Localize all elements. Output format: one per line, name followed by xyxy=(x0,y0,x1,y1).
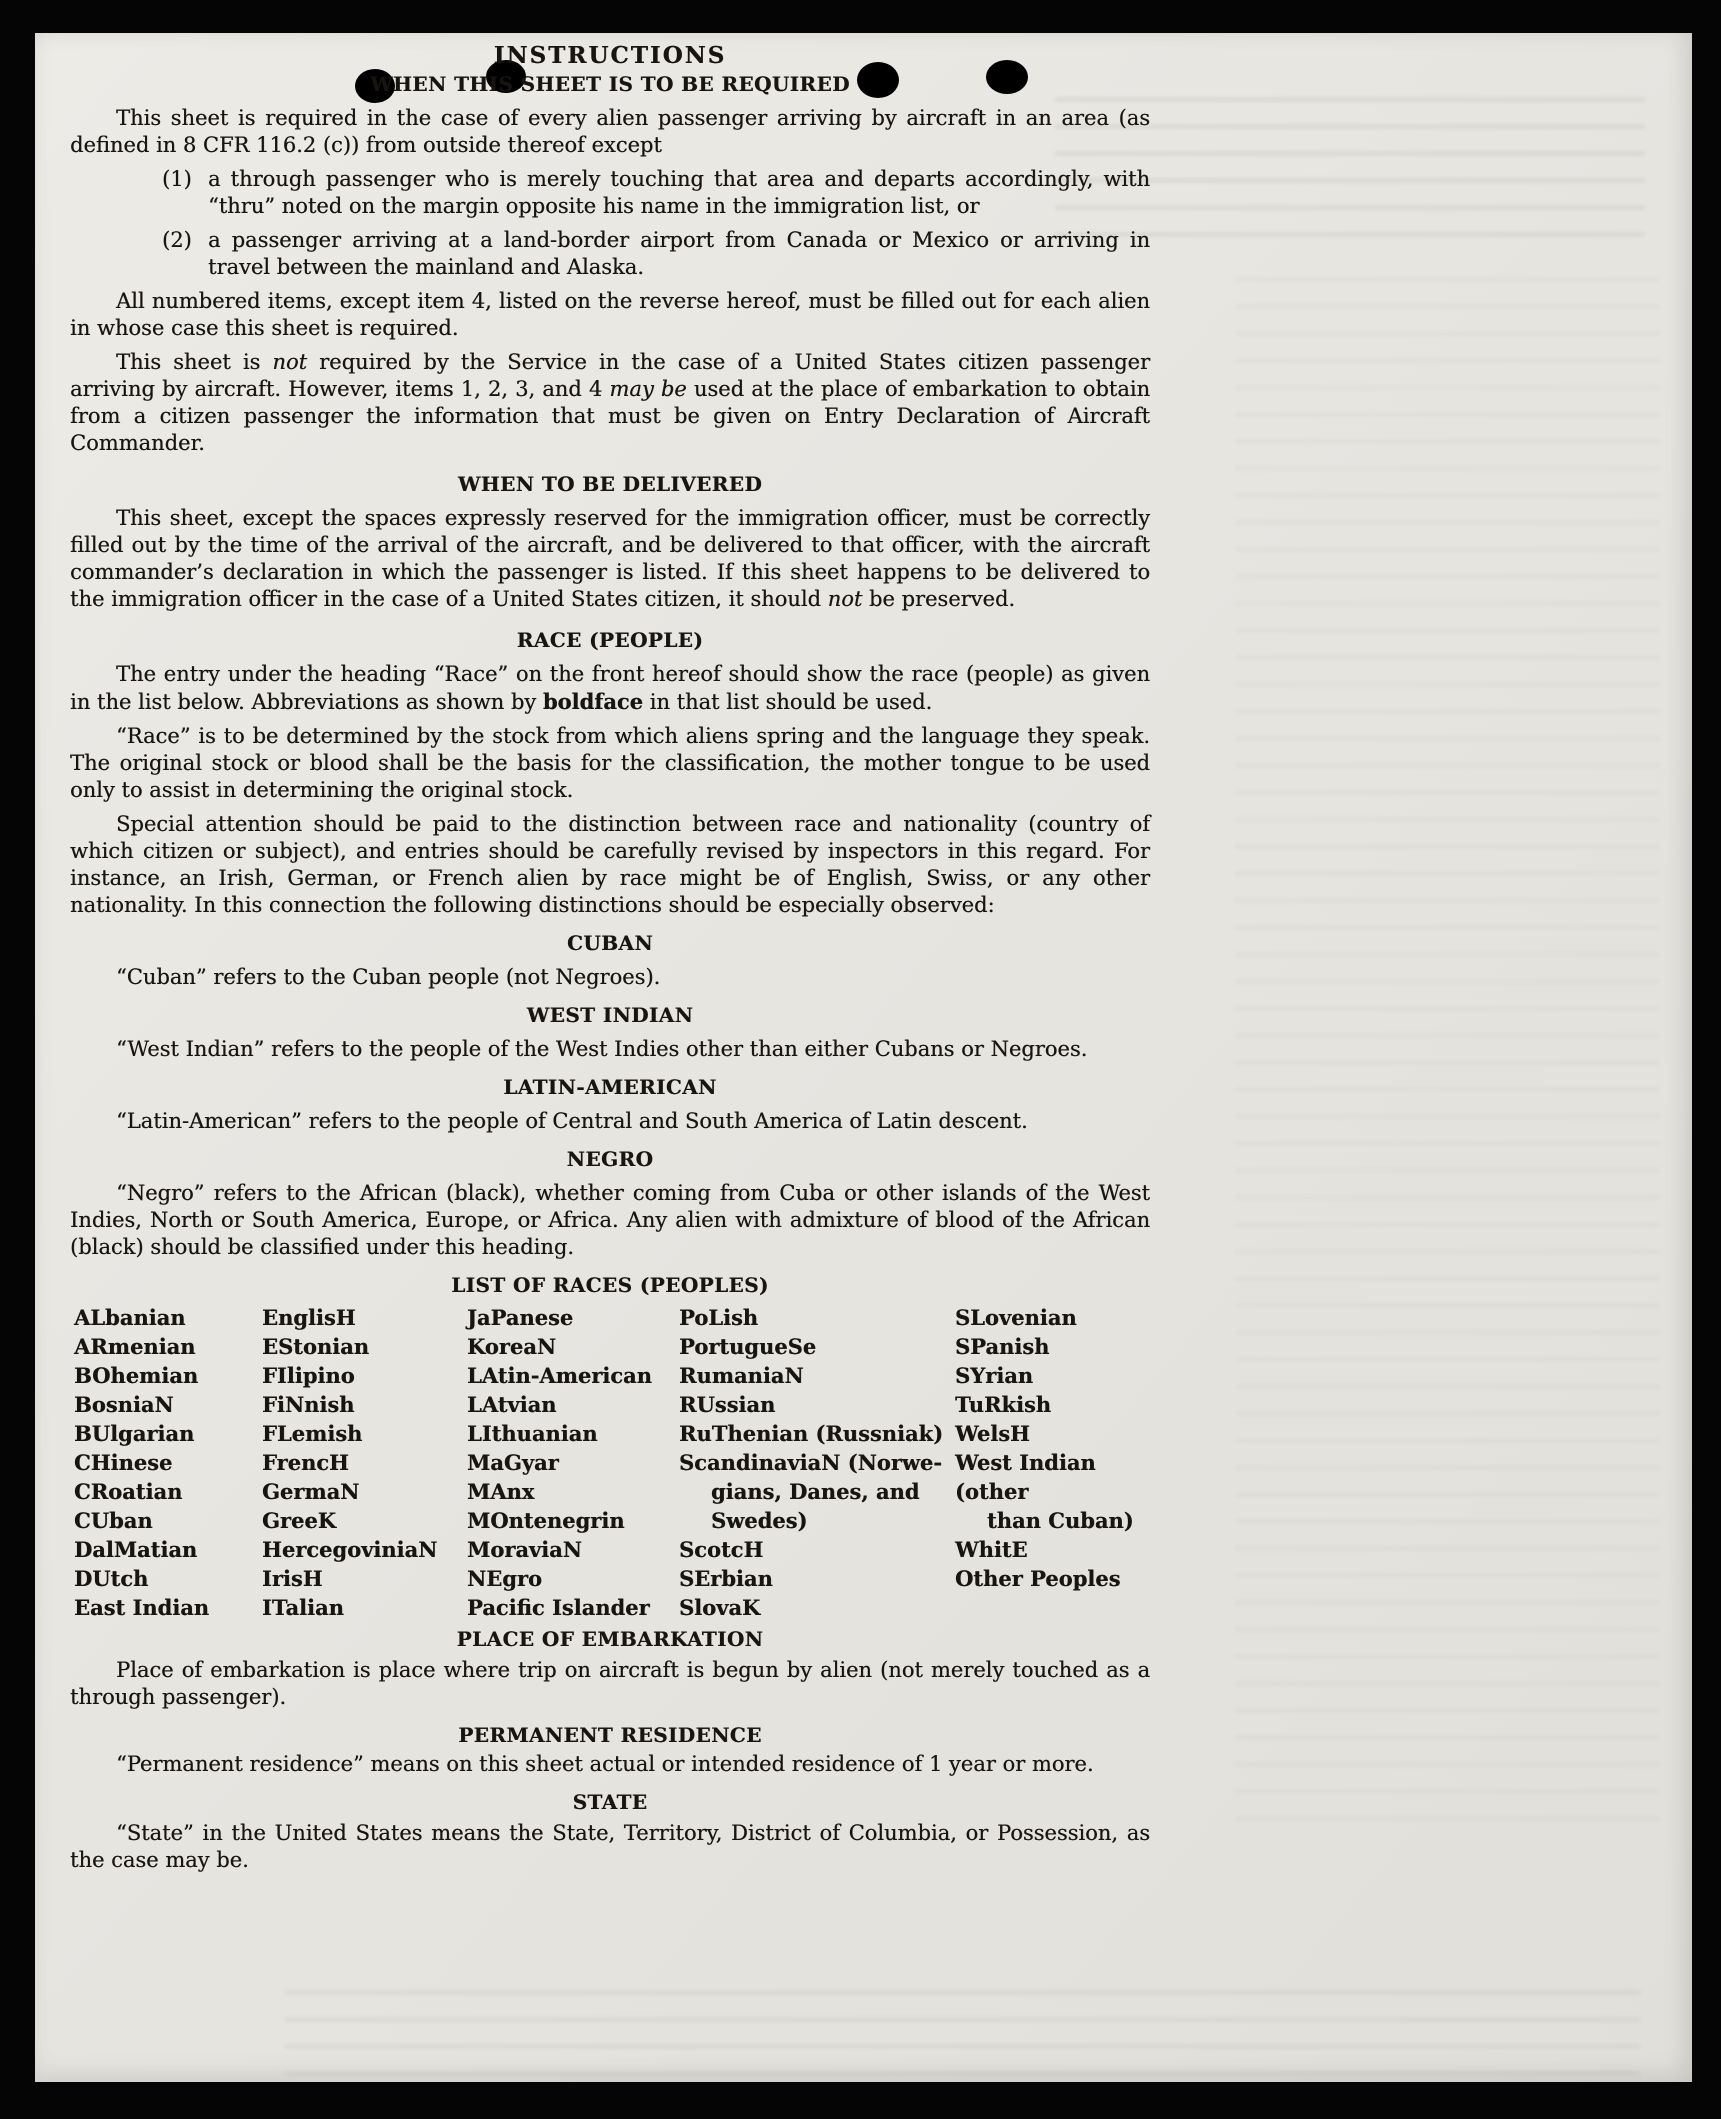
text-run-bold: boldface xyxy=(542,689,643,714)
races-column-4 xyxy=(679,1303,955,1622)
race-item: PortugueSe xyxy=(679,1334,817,1359)
race-item: CRoatian xyxy=(74,1479,183,1504)
race-item: FrencH xyxy=(262,1450,349,1475)
race-item: EnglisH xyxy=(262,1305,356,1330)
race-item: EStonian xyxy=(262,1334,369,1359)
race-item: NEgro xyxy=(467,1566,542,1591)
text-run-italic: not xyxy=(827,587,863,611)
race-item: MAnx xyxy=(467,1479,535,1504)
race-item: SYrian xyxy=(955,1363,1034,1388)
race-item: FiNnish xyxy=(262,1392,355,1417)
race-item: ARmenian xyxy=(74,1334,196,1359)
section-heading-negro: NEGRO xyxy=(566,1147,654,1171)
section-heading-cuban: CUBAN xyxy=(566,931,654,955)
race-item: LAtin-American xyxy=(467,1363,652,1388)
race-item: BUlgarian xyxy=(74,1421,195,1446)
race-item: DUtch xyxy=(74,1566,149,1591)
paragraph-residence xyxy=(70,1751,1150,1778)
race-item: FIlipino xyxy=(262,1363,355,1388)
race-item: IrisH xyxy=(262,1566,323,1591)
text-run: in that list should be used. xyxy=(642,690,933,714)
race-item: WelsH xyxy=(955,1421,1030,1446)
paragraph-delivered xyxy=(70,505,1150,613)
list-item-1 xyxy=(162,166,1150,220)
race-item: BosniaN xyxy=(74,1392,174,1417)
item-number: (1) xyxy=(162,167,192,191)
race-item: gians, Danes, and xyxy=(711,1479,920,1504)
race-item: ITalian xyxy=(262,1595,344,1620)
race-item: RUssian xyxy=(679,1392,776,1417)
race-item: DalMatian xyxy=(74,1537,198,1562)
text-run: This sheet, except the spaces expressly reserved for the immigration officer, must be correctly filled out by the time of the arrival of the aircraft, and be delivered to that officer, with the aircraft commander’s declaration in which the passenger is listed. If this sheet happens to be delivered to the immigration officer in the case of a United States citizen, it should xyxy=(70,506,1150,611)
text-run: “State” in the United States means the State, Territory, District of Columbia, or Possession, as the case may be. xyxy=(70,1821,1150,1872)
race-item: MOntenegrin xyxy=(467,1508,625,1533)
race-item: GreeK xyxy=(262,1508,336,1533)
item-text: a through passenger who is merely touching that area and departs accordingly, with “thru” noted on the margin opposite his name in the immigration list, or xyxy=(208,167,1150,218)
race-item: FLemish xyxy=(262,1421,363,1446)
text-run: This sheet is xyxy=(116,350,273,374)
document-content xyxy=(70,34,1150,1881)
race-item: GermaN xyxy=(262,1479,360,1504)
race-item: PoLish xyxy=(679,1305,759,1330)
races-column-5 xyxy=(955,1303,1150,1622)
race-item: ScandinaviaN (Norwe- xyxy=(679,1450,943,1475)
text-run: “West Indian” refers to the people of the West Indies other than either Cubans or Negroes. xyxy=(116,1037,1088,1061)
race-item: SLovenian xyxy=(955,1305,1077,1330)
race-item: Other Peoples xyxy=(955,1566,1121,1591)
text-run: “Permanent residence” means on this sheet actual or intended residence of 1 year or more. xyxy=(116,1752,1094,1776)
races-column-2 xyxy=(262,1303,467,1622)
text-run: required by the Service in the case of a United States citizen passenger arriving by aircraft. However, items 1, 2, 3, and 4 xyxy=(70,350,1151,401)
race-item: SPanish xyxy=(955,1334,1050,1359)
paragraph-race-nationality xyxy=(70,811,1150,919)
paragraph-race-entry xyxy=(70,661,1150,716)
race-item: HercegoviniaN xyxy=(262,1537,438,1562)
text-run: This sheet is required in the case of every alien passenger arriving by aircraft in an area (as defined in 8 CFR 116.2 (c)) from outside thereof except xyxy=(70,106,1150,157)
paragraph-cuban xyxy=(70,964,1150,991)
race-item: Swedes) xyxy=(711,1508,808,1533)
race-item: SlovaK xyxy=(679,1595,761,1620)
race-item: ScotcH xyxy=(679,1537,764,1562)
text-run-italic: not xyxy=(272,350,308,374)
text-run: Place of embarkation is place where trip on aircraft is begun by alien (not merely touched as a through passenger). xyxy=(70,1658,1150,1709)
paragraph-latin-american xyxy=(70,1108,1150,1135)
section-heading-delivered: WHEN TO BE DELIVERED xyxy=(457,472,763,496)
race-item: RuThenian (Russniak) xyxy=(679,1421,944,1446)
text-run: “Cuban” refers to the Cuban people (not Negroes). xyxy=(116,965,661,989)
race-item: West Indian (other xyxy=(955,1450,1096,1504)
paragraph-intro xyxy=(70,105,1150,159)
paragraph-west-indian xyxy=(70,1036,1150,1063)
race-item: CUban xyxy=(74,1508,153,1533)
race-item: ALbanian xyxy=(74,1305,186,1330)
race-item: KoreaN xyxy=(467,1334,557,1359)
text-run: All numbered items, except item 4, listed on the reverse hereof, must be filled out for each alien in whose case this sheet is required. xyxy=(70,289,1150,340)
race-item: WhitE xyxy=(955,1537,1028,1562)
paragraph-not-required xyxy=(70,349,1150,457)
paragraph-state xyxy=(70,1820,1150,1874)
race-item: East Indian xyxy=(74,1595,210,1620)
paragraph-race-stock xyxy=(70,723,1150,804)
race-item: MoraviaN xyxy=(467,1537,582,1562)
text-run: “Negro” refers to the African (black), whether coming from Cuba or other islands of the West Indies, North or South America, Europe, or Africa. Any alien with admixture of blood of the African (black) should be classified under this heading. xyxy=(70,1181,1150,1259)
race-item: BOhemian xyxy=(74,1363,199,1388)
race-item: CHinese xyxy=(74,1450,173,1475)
race-item: LIthuanian xyxy=(467,1421,598,1446)
races-column-3 xyxy=(467,1303,679,1622)
race-item: MaGyar xyxy=(467,1450,559,1475)
race-item: JaPanese xyxy=(467,1305,574,1330)
section-heading-required: WHEN THIS SHEET IS TO BE REQUIRED xyxy=(370,72,850,96)
text-run: “Latin-American” refers to the people of Central and South America of Latin descent. xyxy=(116,1109,1028,1133)
text-run: be preserved. xyxy=(862,587,1016,611)
paragraph-embarkation xyxy=(70,1657,1150,1711)
list-item-2 xyxy=(162,227,1150,281)
race-item: LAtvian xyxy=(467,1392,557,1417)
race-item: RumaniaN xyxy=(679,1363,804,1388)
section-heading-races-list: LIST OF RACES (PEOPLES) xyxy=(451,1273,769,1297)
races-list xyxy=(74,1303,1150,1622)
section-heading-race: RACE (PEOPLE) xyxy=(516,628,704,652)
item-number: (2) xyxy=(162,228,192,252)
text-run: used at the place of embarkation to obtain from a citizen passenger the information that must be given on Entry Declaration of Aircraft Commander. xyxy=(70,377,1150,455)
item-text: a passenger arriving at a land-border airport from Canada or Mexico or arriving in travel between the mainland and Alaska. xyxy=(208,228,1150,279)
text-run: Special attention should be paid to the distinction between race and nationality (country of which citizen or subject), and entries should be carefully revised by inspectors in this regard. For instance, an Irish, German, or French alien by race might be of English, Swiss, or any other nationality. In this connection the following distinctions should be especially observed: xyxy=(70,812,1150,917)
text-run: The entry under the heading “Race” on the front hereof should show the race (people) as given in the list below. Abbreviations as shown by xyxy=(70,662,1150,714)
text-run-italic: may be xyxy=(609,377,687,401)
paragraph-negro xyxy=(70,1180,1150,1261)
section-heading-west-indian: WEST INDIAN xyxy=(526,1003,694,1027)
paragraph-numbered-items xyxy=(70,288,1150,342)
race-item: Pacific Islander xyxy=(467,1595,650,1620)
race-item: TuRkish xyxy=(955,1392,1052,1417)
section-heading-embarkation: PLACE OF EMBARKATION xyxy=(456,1627,764,1651)
races-column-1 xyxy=(74,1303,262,1622)
section-heading-residence: PERMANENT RESIDENCE xyxy=(458,1723,762,1747)
section-heading-state: STATE xyxy=(572,1790,648,1814)
race-item: than Cuban) xyxy=(987,1508,1134,1533)
section-heading-latin-american: LATIN-AMERICAN xyxy=(503,1075,717,1099)
page-title: INSTRUCTIONS xyxy=(493,42,727,69)
text-run: “Race” is to be determined by the stock from which aliens spring and the language they speak. The original stock or blood shall be the basis for the classification, the mother tongue to be used only to assist in determining the original stock. xyxy=(70,724,1150,802)
race-item: SErbian xyxy=(679,1566,773,1591)
